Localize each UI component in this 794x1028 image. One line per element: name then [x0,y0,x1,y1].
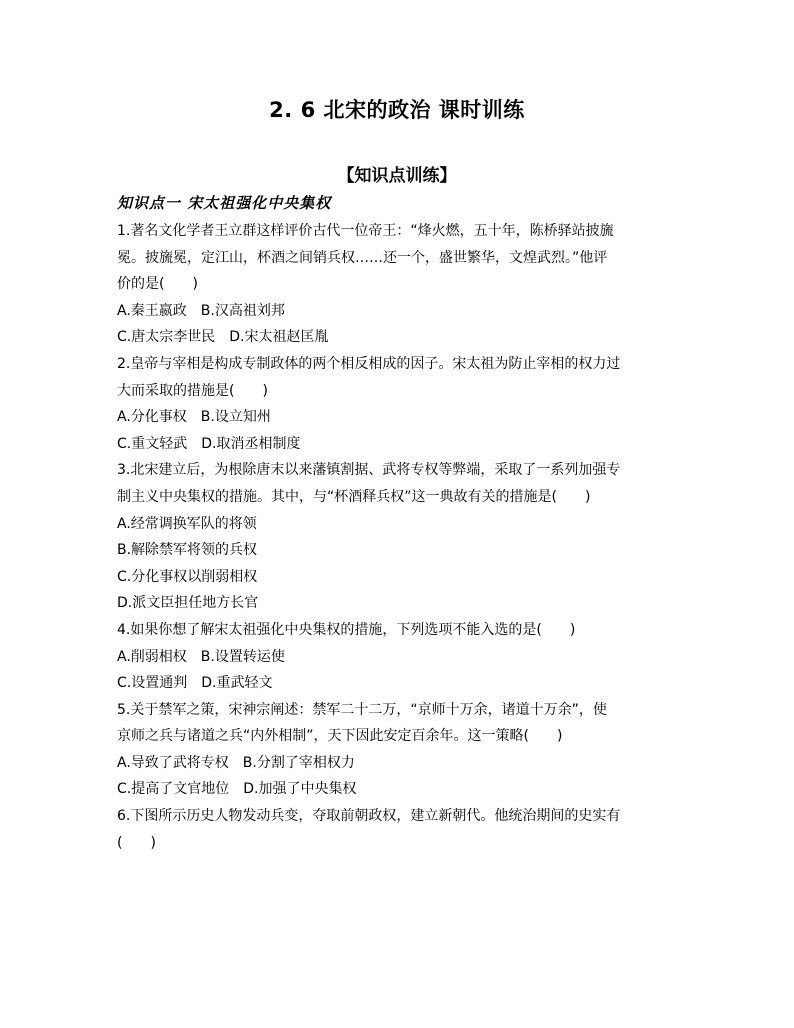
question-stem-line: 大而采取的措施是( ) [117,382,268,399]
answer-option: A.经常调换军队的将领 [117,515,257,532]
question-list [117,218,677,856]
document-title: 2. 6 北宋的政治 课时训练 [269,98,525,122]
question-1 [117,218,677,351]
option-row [117,776,677,803]
question-3 [117,457,677,617]
question-stem-line: 1.著名文化学者王立群这样评价古代一位帝王：“烽火燃，五十年，陈桥驿站披旒 [117,223,614,239]
answer-option: B.设置转运使 [200,648,285,665]
question-4 [117,617,677,697]
knowledge-point-heading: 知识点一 宋太祖强化中央集权 [117,194,332,212]
question-stem-line: ( ) [117,834,156,851]
answer-option: C.分化事权以削弱相权 [117,568,258,585]
section-heading: 【知识点训练】 [337,166,457,186]
answer-option: C.唐太宗李世民 [117,329,216,346]
option-row [117,644,677,671]
answer-option: B.分割了宰相权力 [242,754,355,771]
option-row [117,431,677,458]
question-stem-line: 6.下图所示历史人物发动兵变，夺取前朝政权，建立新朝代。他统治期间的史实有 [117,808,621,825]
question-5 [117,697,677,803]
question-stem-line: 4.如果你想了解宋太祖强化中央集权的措施，下列选项不能入选的是( ) [117,621,576,638]
option-row [117,750,677,777]
option-row [117,537,677,564]
option-row [117,511,677,538]
answer-option: B.汉高祖刘邦 [200,302,285,319]
question-stem-line: 2.皇帝与宰相是构成专制政体的两个相反相成的因子。宋太祖为防止宰相的权力过 [117,355,621,372]
answer-option: D.派文臣担任地方长官 [117,595,259,612]
option-row [117,324,677,351]
question-stem-line: 5.关于禁军之策，宋神宗阐述：禁军二十二万，“京师十万余，诸道十万余”，使 [117,701,607,718]
answer-option: C.重文轻武 [117,435,188,452]
answer-option: A.秦王嬴政 [117,302,187,319]
answer-option: D.宋太祖赵匡胤 [229,329,329,346]
answer-option: B.解除禁军将领的兵权 [117,542,258,559]
answer-option: D.加强了中央集权 [243,781,357,798]
question-2 [117,351,677,457]
question-stem-line: 3.北宋建立后，为根除唐末以来藩镇割据、武将专权等弊端，采取了一系列加强专 [117,462,621,479]
answer-option: B.设立知州 [200,409,271,426]
answer-option: A.削弱相权 [117,648,187,665]
question-stem-line: 价的是( ) [117,276,198,293]
answer-option: A.导致了武将专权 [117,754,229,771]
option-row [117,670,677,697]
question-stem-line: 制主义中央集权的措施。其中，与“杯酒释兵权”这一典故有关的措施是( ) [117,488,591,505]
option-row [117,564,677,591]
answer-option: C.提高了文官地位 [117,781,230,798]
answer-option: C.设置通判 [117,675,188,692]
question-stem-line: 京师之兵与诸道之兵“内外相制”，天下因此安定百余年。这一策略( ) [117,728,563,745]
option-row [117,298,677,325]
answer-option: D.取消丞相制度 [201,435,301,452]
answer-option: A.分化事权 [117,409,187,426]
question-stem-line: 冕。披旒冕，定江山，杯酒之间销兵权……还一个，盛世繁华，文煌武烈。”他评 [117,249,608,266]
question-6 [117,803,677,856]
option-row [117,404,677,431]
option-row [117,590,677,617]
answer-option: D.重武轻文 [201,675,273,692]
